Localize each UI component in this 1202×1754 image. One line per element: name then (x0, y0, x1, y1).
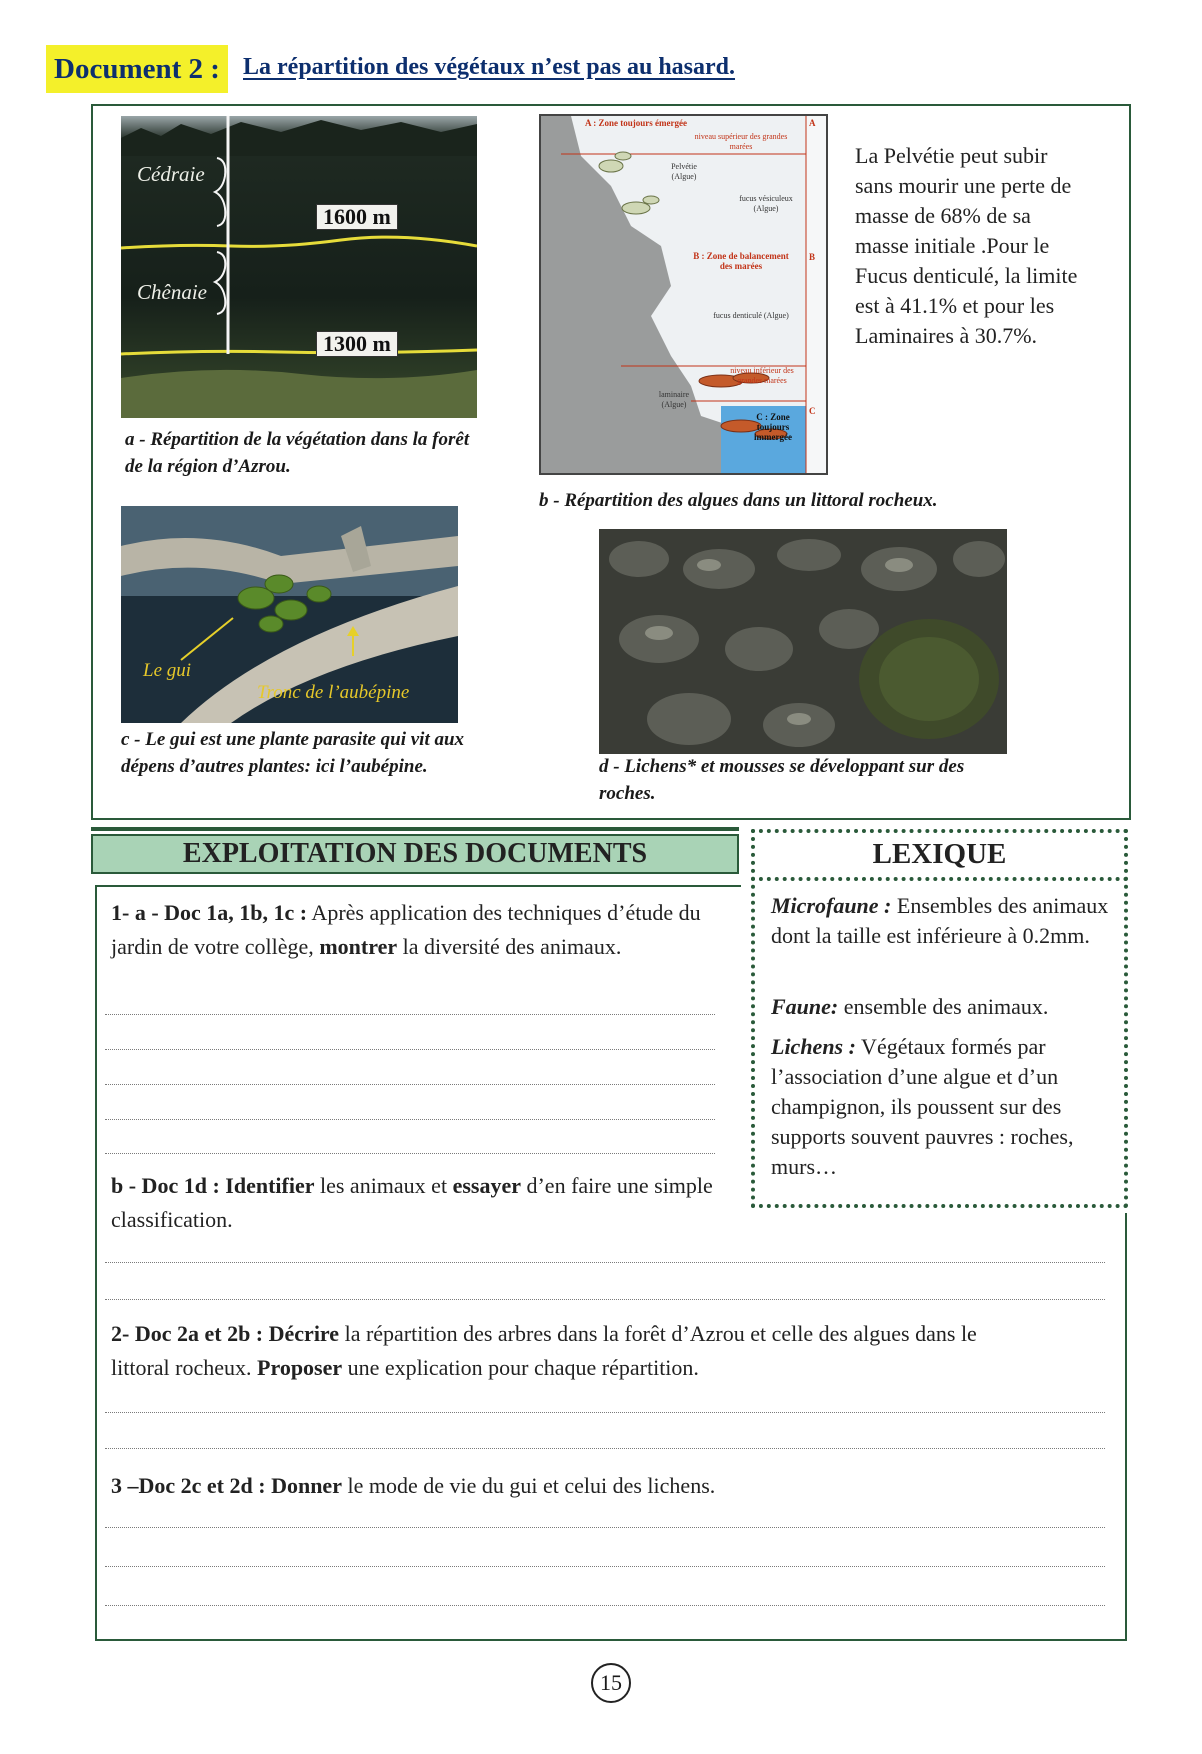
caption-a: a - Répartition de la végétation dans la forêt de la région d’Azrou. (125, 429, 470, 477)
q1a-text2: la diversité des animaux. (397, 934, 622, 959)
zone-a-label: A : Zone toujours émergée (585, 118, 687, 128)
q1a-ref: 1- a - Doc 1a, 1b, 1c : (111, 900, 308, 925)
question-1b (111, 1169, 731, 1237)
document-title: La répartition des végétaux n’est pas au hasard. (243, 54, 736, 80)
level-high-label: niveau supérieur des grandes marées (694, 132, 788, 151)
q3-text: le mode de vie du gui et celui des lichens. (341, 1473, 716, 1498)
diagram-rocky-shore (539, 114, 828, 475)
answer-line[interactable] (105, 1299, 1105, 1300)
zone-c-label: C : Zone toujours immergée (754, 412, 792, 442)
q2-text2: une explication pour chaque répartition. (342, 1355, 699, 1380)
fucus-vesiculeux-label: fucus vésiculeux (Algue) (739, 194, 793, 213)
exploitation-topbar (91, 827, 739, 831)
photo-forest-azrou (121, 116, 477, 418)
answer-line[interactable] (105, 1084, 715, 1085)
lexique-title: LEXIQUE (751, 829, 1128, 881)
exploitation-title: EXPLOITATION DES DOCUMENTS (91, 834, 739, 874)
answer-line[interactable] (105, 1049, 715, 1050)
answer-line[interactable] (105, 1527, 1105, 1528)
photo-lichens (599, 529, 1007, 754)
q3-ref: 3 –Doc 2c et 2d : (111, 1473, 266, 1498)
lexique-entry-faune (771, 992, 1116, 1022)
question-2 (111, 1317, 991, 1385)
label-chenaie: Chênaie (137, 280, 207, 304)
answer-line[interactable] (105, 1448, 1105, 1449)
answer-line[interactable] (105, 1153, 715, 1154)
caption-c: c - Le gui est une plante parasite qui vit aux dépens d’autres plantes: ici l’aubépine. (121, 729, 465, 777)
caption-d: d - Lichens* et mousses se développant sur des roches. (599, 756, 965, 804)
q1b-verb2: essayer (452, 1173, 521, 1198)
q2-text1: la répartition des arbres dans la forêt d’Azrou et celle des algues dans le littoral rocheux. (111, 1321, 977, 1380)
q1a-text1: Après application des techniques d’étude du jardin de votre collège, (111, 900, 701, 959)
answer-line[interactable] (105, 1605, 1105, 1606)
altitude-1600: 1600 m (316, 204, 398, 230)
q1b-text2: d’en faire une simple classification. (111, 1173, 713, 1232)
algae-resistance-text: La Pelvétie peut subir sans mourir une perte de masse de 68% de sa masse initiale .Pour le Fucus denticulé, la limite est à 41.1% et pour les Laminaires à 30.7%. (855, 143, 1078, 348)
question-1a (111, 896, 721, 964)
page-number: 15 (591, 1663, 631, 1703)
q1b-ref: b - Doc 1d : (111, 1173, 220, 1198)
label-cedraie: Cédraie (137, 162, 205, 186)
lexique-def: Végétaux formés par l’association d’une algue et d’un champignon, ils poussent sur des supports souvent pauvres : roches, murs… (771, 1034, 1074, 1179)
lexique-entry-lichens (771, 1032, 1121, 1182)
zone-c-letter: C (809, 406, 816, 416)
laminaire-label: laminaire (Algue) (658, 390, 690, 409)
q1a-verb: montrer (319, 934, 398, 959)
q2-verb2: Proposer (257, 1355, 343, 1380)
lexique-term: Faune: (771, 994, 839, 1019)
zone-a-letter: A (809, 118, 816, 128)
answer-line[interactable] (105, 1014, 715, 1015)
lexique-entry-microfaune (771, 891, 1116, 951)
lexique-term: Microfaune : (771, 893, 892, 918)
answer-line[interactable] (105, 1262, 1105, 1263)
q2-verb1: Décrire (268, 1321, 340, 1346)
lexique-def: ensemble des animaux. (838, 994, 1049, 1019)
question-3 (111, 1469, 1011, 1503)
pelvetie-label: Pelvétie (Algue) (671, 162, 697, 181)
q1b-verb1: Identifier (225, 1173, 315, 1198)
answer-line[interactable] (105, 1119, 715, 1120)
altitude-1300: 1300 m (316, 331, 398, 357)
q1b-text1: les animaux et (314, 1173, 453, 1198)
fucus-denticule-label: fucus denticulé (Algue) (713, 311, 789, 320)
lichens-image (599, 529, 1007, 754)
label-tronc: Tronc de l’aubépine (257, 682, 410, 703)
lexique-def: Ensembles des animaux dont la taille est inférieure à 0.2mm. (771, 893, 1109, 948)
photo-mistletoe (121, 506, 458, 723)
level-low-label: niveau inférieur des grandes marées (730, 366, 794, 385)
q3-verb: Donner (271, 1473, 342, 1498)
answer-line[interactable] (105, 1412, 1105, 1413)
zone-b-letter: B (809, 252, 816, 262)
zone-b-label: B : Zone de balancement des marées (693, 251, 789, 271)
q2-ref: 2- Doc 2a et 2b : (111, 1321, 264, 1346)
label-gui: Le gui (143, 660, 192, 681)
caption-b: b - Répartition des algues dans un littoral rocheux. (539, 490, 938, 511)
answer-line[interactable] (105, 1566, 1105, 1567)
document-label: Document 2 : (46, 45, 228, 93)
lexique-term: Lichens : (771, 1034, 856, 1059)
